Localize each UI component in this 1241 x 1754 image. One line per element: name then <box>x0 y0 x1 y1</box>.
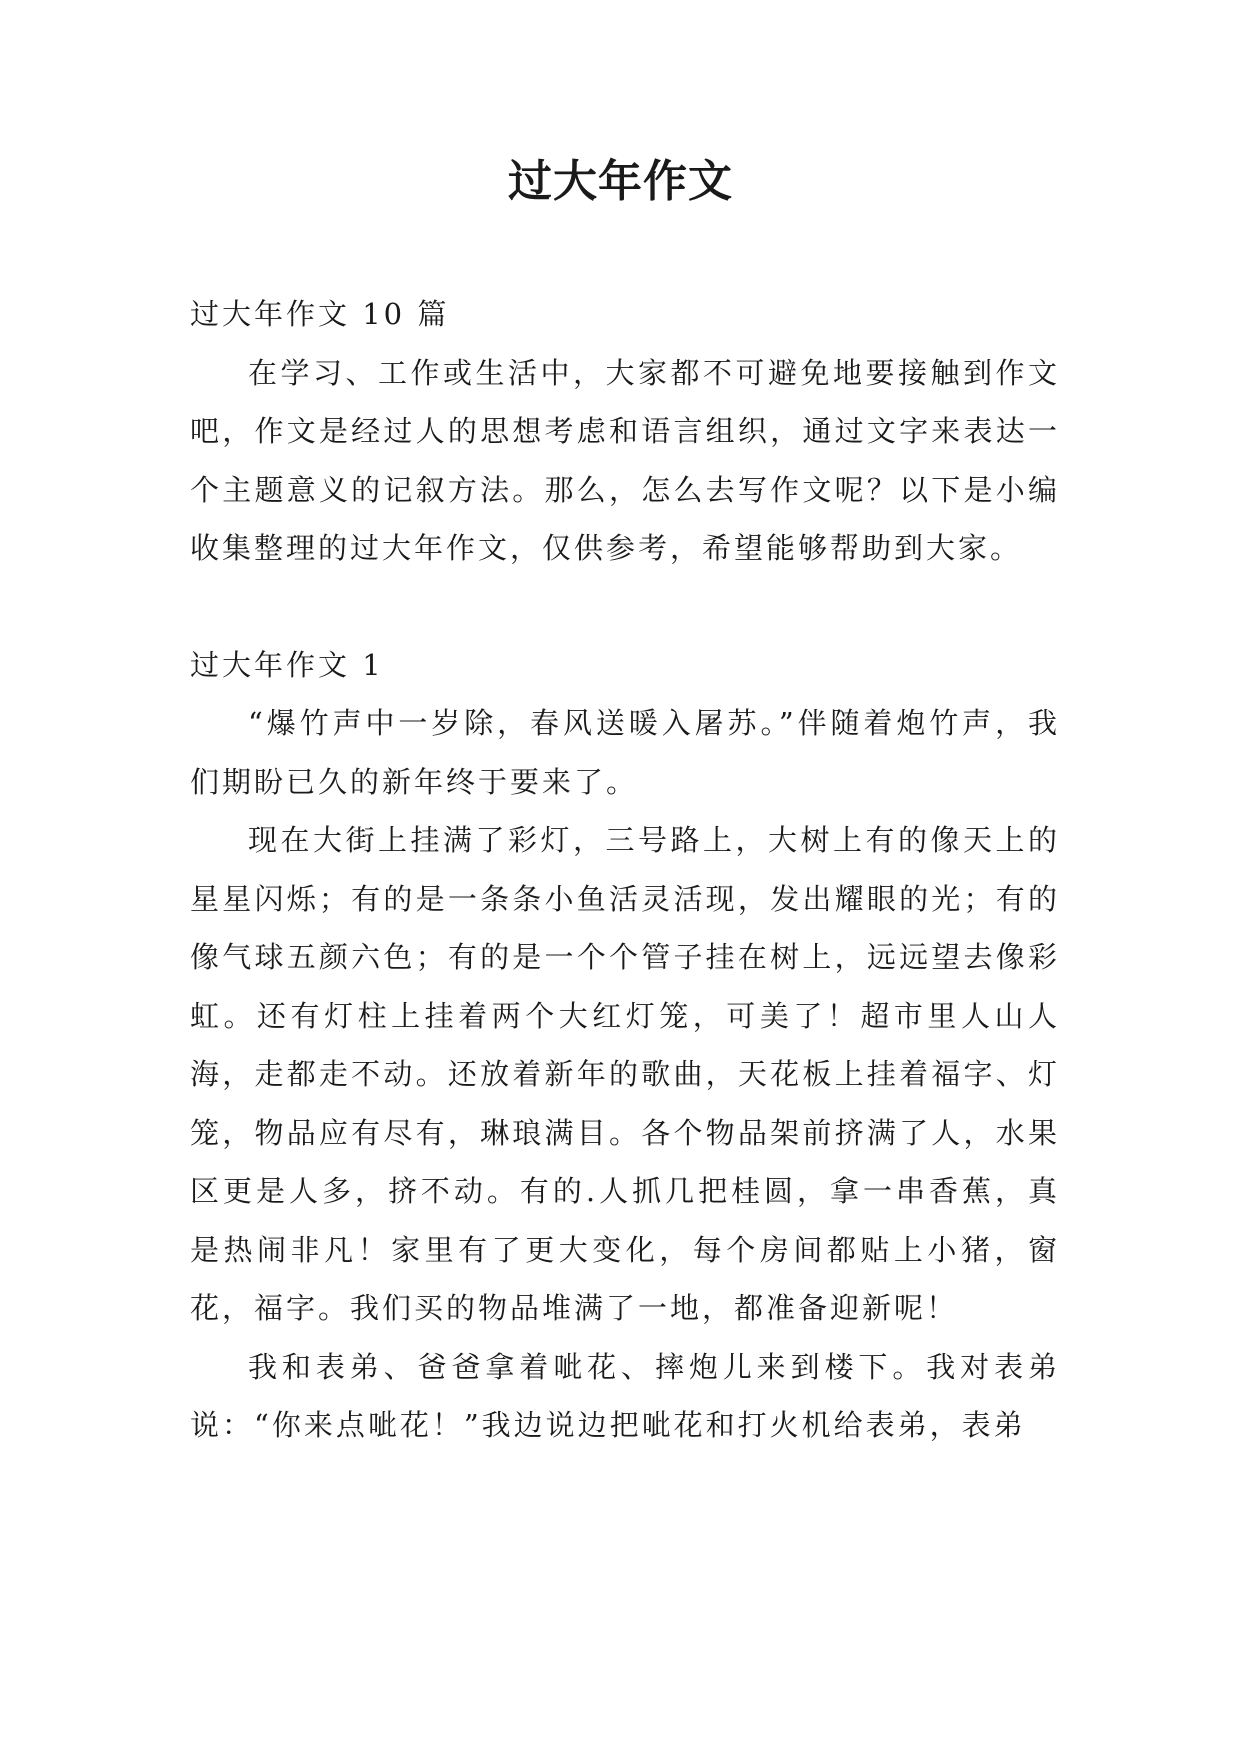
body-paragraph-2: 现在大街上挂满了彩灯，三号路上，大树上有的像天上的星星闪烁；有的是一条条小鱼活灵活现，发出耀眼的光；有的像气球五颜六色；有的是一个个管子挂在树上，远远望去像彩虹。还有灯柱上挂着两个大红灯笼，可美了！超市里人山人海，走都走不动。还放着新年的歌曲，天花板上挂着福字、灯笼，物品应有尽有，琳琅满目。各个物品架前挤满了人，水果区更是人多，挤不动。有的.人抓几把桂圆，拿一串香蕉，真是热闹非凡！家里有了更大变化，每个房间都贴上小猪，窗花，福字。我们买的物品堆满了一地，都准备迎新呢！ <box>190 823 1060 1325</box>
document-title: 过大年作文 <box>508 156 733 207</box>
body-paragraph-1: “爆竹声中一岁除，春风送暖入屠苏。”伴随着炮竹声，我们期盼已久的新年终于要来了。 <box>190 706 1060 799</box>
main-heading: 过大年作文 10 篇 <box>190 297 450 331</box>
section-spacer <box>190 578 1060 636</box>
section-heading: 过大年作文 1 <box>190 647 384 682</box>
document-body <box>190 285 1060 1455</box>
body-paragraph-3: 我和表弟、爸爸拿着呲花、摔炮儿来到楼下。我对表弟说：“你来点呲花！”我边说边把呲花和打火机给表弟，表弟 <box>190 1349 1060 1442</box>
intro-paragraph: 在学习、工作或生活中，大家都不可避免地要接触到作文吧，作文是经过人的思想考虑和语言组织，通过文字来表达一个主题意义的记叙方法。那么，怎么去写作文呢？以下是小编收集整理的过大年作文，仅供参考，希望能够帮助到大家。 <box>190 355 1060 565</box>
